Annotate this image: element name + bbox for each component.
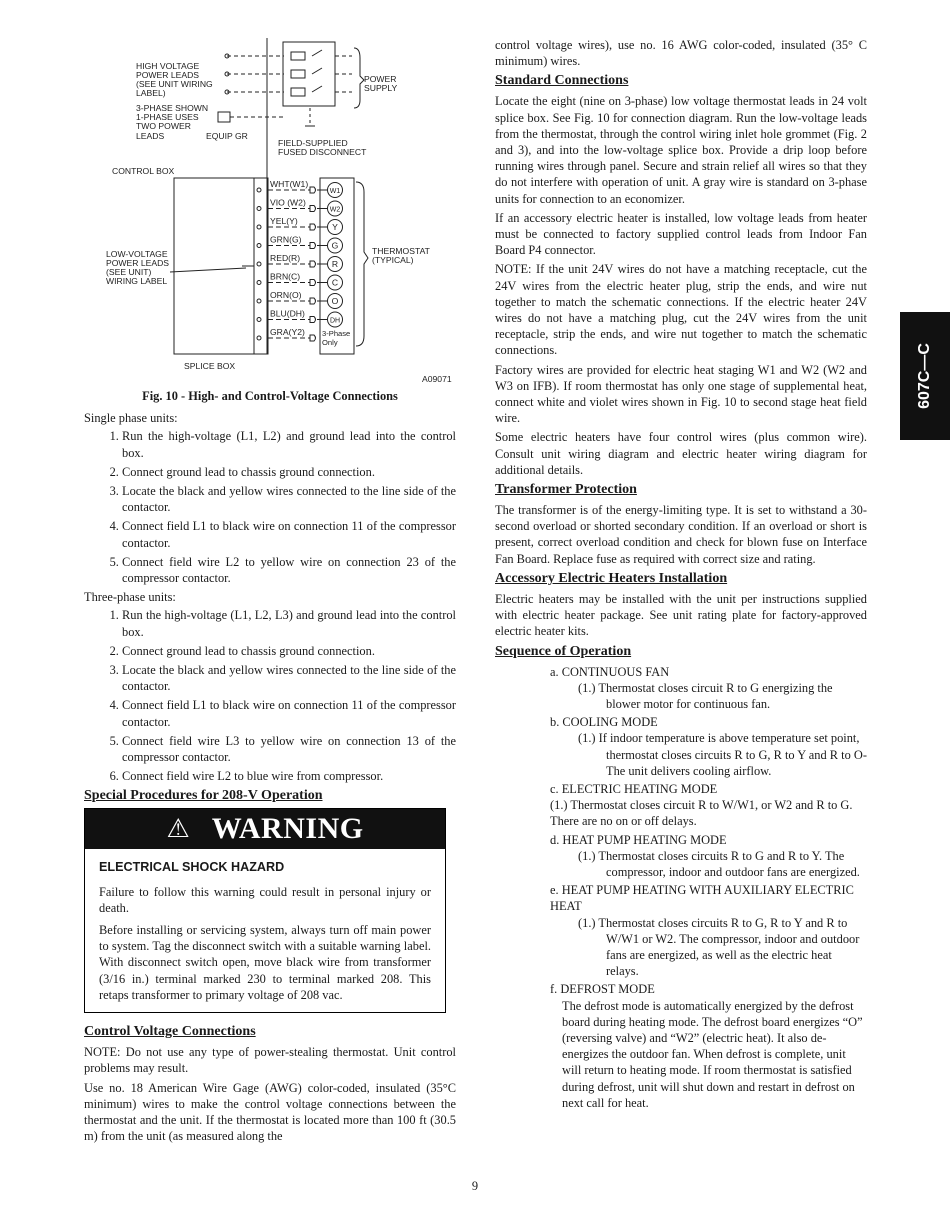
wire-row [257, 290, 343, 309]
hv-leads-l4: LABEL) [136, 88, 166, 98]
terminal-label: O [331, 296, 339, 306]
three-phase-steps [84, 607, 456, 784]
special-procedures-heading: Special Procedures for 208-V Operation [84, 788, 323, 804]
terminal-label: W1 [329, 188, 341, 195]
terminal-label: R [331, 259, 339, 269]
sequence-item-e [550, 882, 867, 979]
wire-label: VIO (W2) [270, 197, 306, 208]
wire-row [257, 198, 343, 217]
fused-disc-l1: FIELD-SUPPLIED [278, 138, 348, 148]
wire-row [257, 309, 343, 328]
sequence-head-e: e. HEAT PUMP HEATING WITH AUXILIARY ELECTRIC HEAT [550, 883, 854, 914]
three-phase-only-l1: 3-Phase [322, 329, 351, 338]
control-note-text: : Do not use any type of power-stealing thermostat. Unit control problems may result. [84, 1045, 456, 1076]
wire-label: GRN(G) [270, 234, 302, 245]
wire-label: RED(R) [270, 253, 301, 263]
sequence-sub-e: (1.) Thermostat closes circuits R to G, R to Y and R to W/W1 or W2. The compressor, indoor and outdoor fans are energized, as well as the electric heat relays. [578, 915, 860, 979]
sequence-item-b [550, 714, 867, 779]
connector-icon [310, 280, 316, 286]
sequence-head-d: d. HEAT PUMP HEATING MODE [550, 832, 727, 847]
splice-terminal [257, 262, 261, 266]
accessory-paragraph: Electric heaters may be installed with the unit per instructions supplied with electric heater package. See unit rating plate for factory-approved electric heater kits. [495, 591, 867, 639]
warning-hazard: ELECTRICAL SHOCK HAZARD [99, 860, 285, 875]
sequence-item-c [550, 781, 867, 830]
phase-note-l3: TWO POWER [136, 121, 191, 131]
connector-icon [310, 335, 316, 341]
lv-leads-l4: WIRING LABEL [106, 276, 168, 286]
factory-paragraph: Factory wires are provided for electric heat staging W1 and W2 (W2 and W3 on IFB). If room thermostat has only one stage of supplemental heat, connect white and violet wires shown in Fig. 10 to second stage heat field wire. [495, 362, 867, 426]
thermostat-l2: (TYPICAL) [372, 255, 414, 265]
left-column [84, 0, 456, 1147]
thermostat-l1: THERMOSTAT [372, 246, 430, 256]
standard-paragraph: Locate the eight (nine on 3-phase) low voltage thermostat leads in 24 volt splice box. See Fig. 10 for connection diagram. Run the low-voltage leads from the thermostat, through the control wiring inlet hole grommet (Fig. 2 and 3), and into the low-voltage splice box. Provide a drip loop before running wires through panel. Secure and strain relief all wires so that they do not interfere with operation of unit. A gray wire is standard on 3-phase units for connection to an economizer. [495, 94, 867, 206]
equip-gr-label: EQUIP GR [206, 131, 248, 141]
sequence-sub-b: (1.) If indoor temperature is above temperature set point, thermostat closes circuits R to G, R to Y and R to O-The unit delivers cooling airflow. [578, 731, 867, 778]
right-note-text: : If the unit 24V wires do not have a matching receptacle, cut the 24V wires from the electric heater plug, strip the ends, and wire nut together to match the schematic connections. If the electric heater 24V wires do not have a matching plug, cut the 24V wires from the unit receptacle, strip the ends, and wire nut together to match the schematic connections. [495, 262, 867, 358]
splice-terminal [257, 281, 261, 285]
side-tab [900, 312, 950, 440]
sequence-head-b: b. COOLING MODE [550, 715, 658, 730]
three-phase-step-2: 2. Connect ground lead to chassis ground connection. [122, 643, 456, 659]
splice-terminal [257, 188, 261, 192]
three-phase-step-5: 5. Connect field wire L3 to yellow wire on connection 13 of the compressor contactor. [122, 733, 456, 765]
splice-terminal [257, 318, 261, 322]
control-paragraph: Use no. 18 American Wire Gage (AWG) color-coded, insulated (35°C minimum) wires to make the control voltage connections between the thermostat and the unit. If the thermostat is located more than 100 ft (30.5 m) from the unit (as measured along the [84, 1080, 456, 1144]
terminal-label: G [331, 240, 339, 251]
single-phase-step-3: 3. Locate the black and yellow wires connected to the line side of the contactor. [122, 483, 456, 515]
warning-box [84, 808, 446, 1013]
phase-note-l4: LEADS [136, 131, 165, 141]
three-phase-step-4: 4. Connect field L1 to black wire on connection 11 of the compressor contactor. [122, 697, 456, 729]
terminal-label: Y [332, 222, 338, 232]
splice-terminal [257, 299, 261, 303]
lv-leads-l1: LOW-VOLTAGE [106, 249, 168, 259]
sequence-head-f: f. DEFROST MODE [550, 982, 655, 997]
wiring-diagram [84, 36, 456, 388]
sequence-sub-c: (1.) Thermostat closes circuit R to W/W1, or W2 and R to G. There are no on or off delays. [550, 798, 853, 829]
figure-code: A09071 [422, 374, 452, 384]
single-phase-step-2: 2. Connect ground lead to chassis ground connection. [122, 464, 456, 480]
warning-body [85, 849, 445, 1012]
wire-row [257, 235, 343, 254]
wire-row [257, 272, 343, 291]
some-heaters-paragraph: Some electric heaters have four control wires (plus common wire). Consult unit wiring diagram and electric heater wiring diagram for additional details. [495, 430, 867, 477]
transformer-heading: Transformer Protection [495, 482, 637, 498]
sequence-item-a [550, 664, 867, 713]
connector-icon [310, 224, 316, 230]
lv-leads-l2: POWER LEADS [106, 258, 170, 268]
wire-label: WHT(W1) [270, 179, 309, 189]
warning-header [85, 809, 445, 849]
connector-icon [310, 298, 316, 304]
single-phase-intro: Single phase units: [84, 411, 178, 426]
sequence-item-d [550, 832, 867, 881]
lv-leads-l3: (SEE UNIT) [106, 267, 152, 277]
connector-icon [310, 206, 316, 212]
single-phase-step-5: 5. Connect field wire L2 to yellow wire on connection 23 of the compressor contactor. [122, 554, 456, 586]
three-phase-intro: Three-phase units: [84, 590, 176, 605]
three-phase-step-3: 3. Locate the black and yellow wires connected to the line side of the contactor. [122, 662, 456, 694]
wire-label: GRA(Y2) [270, 327, 305, 337]
three-phase-step-6: 6. Connect field wire L2 to blue wire from compressor. [122, 768, 456, 784]
connector-icon [310, 317, 316, 323]
figure-caption: Fig. 10 - High- and Control-Voltage Connections [142, 389, 398, 403]
wire-rows [257, 179, 343, 341]
warning-icon: ⚠ [166, 814, 190, 845]
three-phase-step-1: 1. Run the high-voltage (L1, L2, L3) and ground lead into the control box. [122, 607, 456, 639]
side-tab-label: 607C—C [916, 343, 933, 409]
heater-paragraph: If an accessory electric heater is installed, low voltage leads from heater must be connected to factory supplied control leads from Indoor Fan Board P4 connector. [495, 210, 867, 258]
wire-row [257, 253, 343, 272]
single-phase-step-4: 4. Connect field L1 to black wire on connection 11 of the compressor contactor. [122, 518, 456, 550]
connector-icon [310, 261, 316, 267]
control-note [84, 1044, 456, 1076]
sequence-head-c: c. ELECTRIC HEATING MODE [550, 781, 718, 796]
terminal-label: C [331, 277, 339, 288]
wire-label: BLU(DH) [270, 308, 305, 319]
sequence-item-f [550, 981, 867, 1111]
sequence-sub-d: (1.) Thermostat closes circuits R to G and R to Y. The compressor, indoor and outdoor fans are energized. [578, 848, 860, 879]
sequence-head-a: a. CONTINUOUS FAN [550, 664, 670, 679]
terminal-label: W2 [329, 206, 341, 214]
three-phase-only-l2: Only [322, 338, 338, 347]
sequence-sub-f: The defrost mode is automatically energized by the defrost board during heating mode. The defrost board energizes “O” (reversing valve) and “W2” (electric heat). It also de-energizes the outdoor fan. When defrost is complete, unit will return to heating mode. If room thermostat is satisfied during defrost, unit will shut down and restart in defrost on next call for heat. [562, 998, 863, 1110]
continued-paragraph: control voltage wires), use no. 16 AWG color-coded, insulated (35° C minimum) wires. [495, 38, 867, 69]
control-box-label: CONTROL BOX [112, 166, 175, 176]
wire-row [257, 327, 316, 341]
splice-terminal [257, 336, 261, 340]
splice-terminal [257, 225, 261, 229]
terminal-label: DH [329, 317, 341, 325]
wire-label: ORN(O) [270, 290, 302, 300]
accessory-heading: Accessory Electric Heaters Installation [495, 570, 728, 586]
sequence-sub-a: (1.) Thermostat closes circuit R to G energizing the blower motor for continuous fan. [578, 680, 833, 711]
fused-disc-l2: FUSED DISCONNECT [278, 147, 367, 157]
connector-icon [310, 187, 316, 193]
wire-label: BRN(C) [270, 271, 301, 282]
right-column [495, 37, 867, 1113]
power-supply-l1: POWER [364, 74, 397, 84]
power-supply-l2: SUPPLY [364, 83, 398, 93]
warning-p1: Failure to follow this warning could result in personal injury or death. [99, 884, 431, 915]
hv-leads-l3: (SEE UNIT WIRING [136, 79, 213, 89]
sequence-heading: Sequence of Operation [495, 643, 632, 659]
phase-note-l2: 1-PHASE USES [136, 112, 199, 122]
warning-p2: Before installing or servicing system, always turn off main power to system. Tag the disconnect switch with a suitable warning label. With disconnect switch open, move black wire from transformer (3/16 in.) terminal marked 230 to terminal marked 208. This retaps transformer to primary voltage of 208 vac. [99, 923, 431, 1002]
connector-icon [310, 243, 316, 249]
hv-leads-l2: POWER LEADS [136, 70, 200, 80]
standard-connections-heading: Standard Connections [495, 73, 629, 89]
control-voltage-heading: Control Voltage Connections [84, 1024, 256, 1040]
right-note-label: NOTE [495, 262, 529, 277]
page-number: 9 [471, 1179, 479, 1193]
hv-leads-l1: HIGH VOLTAGE [136, 61, 200, 71]
wire-row [257, 179, 343, 198]
splice-terminal [257, 244, 261, 248]
wire-row [257, 216, 343, 235]
wire-label: YEL(Y) [270, 216, 298, 226]
warning-word: WARNING [211, 812, 364, 846]
transformer-paragraph: The transformer is of the energy-limiting type. It is set to withstand a 30-second overload or shorted secondary condition. If an overload or short is present, correct overload condition and check for blown fuse on Interface Fan Board. Replace fuse as required with correct size and rating. [495, 503, 867, 566]
control-note-label: NOTE [84, 1045, 118, 1060]
single-phase-steps [84, 428, 456, 586]
phase-note-l1: 3-PHASE SHOWN [136, 103, 209, 113]
single-phase-step-1: 1. Run the high-voltage (L1, L2) and ground lead into the control box. [122, 428, 456, 460]
splice-terminal [257, 207, 261, 211]
right-note [495, 261, 867, 358]
splice-box-label: SPLICE BOX [184, 361, 236, 371]
